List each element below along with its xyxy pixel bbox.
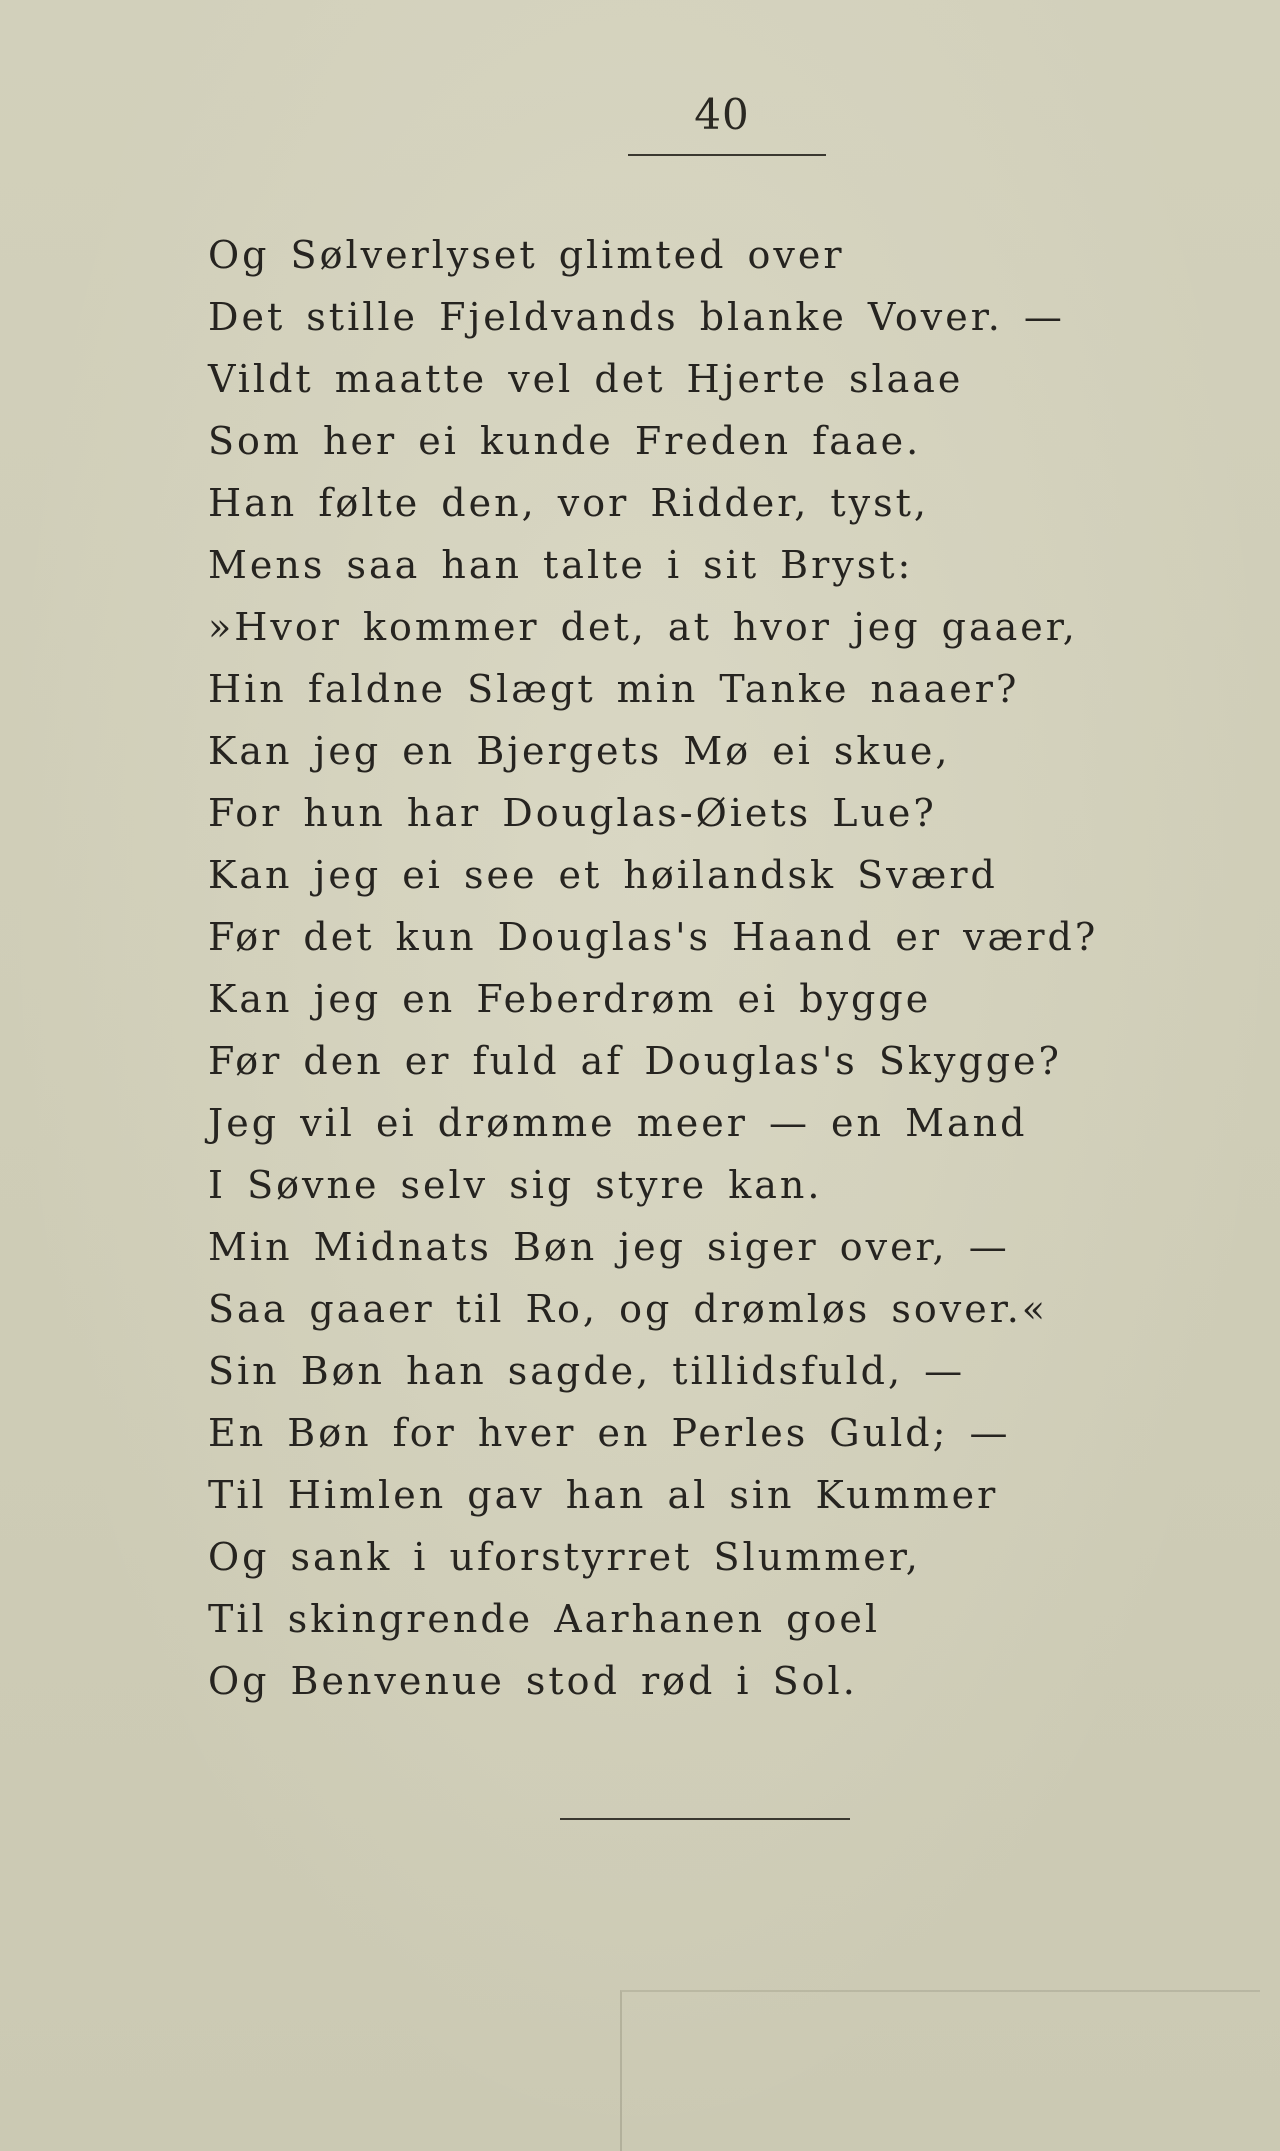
poem-line: Vildt maatte vel det Hjerte slaae — [208, 357, 964, 401]
poem-line: Hin faldne Slægt min Tanke naaer? — [208, 667, 1020, 711]
poem-line: Før den er fuld af Douglas's Skygge? — [208, 1039, 1062, 1083]
footer-rule — [560, 1818, 850, 1820]
poem-line: Kan jeg ei see et høilandsk Sværd — [208, 853, 998, 897]
poem-text — [208, 224, 1218, 1712]
poem-line: I Søvne selv sig styre kan. — [208, 1163, 823, 1207]
poem-line: Som her ei kunde Freden faae. — [208, 419, 922, 463]
poem-line: Før det kun Douglas's Haand er værd? — [208, 915, 1099, 959]
poem-line: En Bøn for hver en Perles Guld; — — [208, 1411, 1011, 1455]
poem-line: Kan jeg en Feberdrøm ei bygge — [208, 977, 932, 1021]
poem-line: »Hvor kommer det, at hvor jeg gaaer, — [208, 605, 1078, 649]
page-number: 40 — [694, 90, 750, 139]
scan-frame-edge — [620, 1990, 1260, 2151]
poem-line: Til skingrende Aarhanen goel — [208, 1597, 880, 1641]
poem-line: Til Himlen gav han al sin Kummer — [208, 1473, 999, 1517]
poem-line: Mens saa han talte i sit Bryst: — [208, 543, 914, 587]
poem-line: Kan jeg en Bjergets Mø ei skue, — [208, 729, 951, 773]
poem-line: Og sank i uforstyrret Slummer, — [208, 1535, 921, 1579]
poem-line: Det stille Fjeldvands blanke Vover. — — [208, 295, 1065, 339]
header-rule — [628, 154, 826, 156]
poem-line: Han følte den, vor Ridder, tyst, — [208, 481, 929, 525]
poem-line: Jeg vil ei drømme meer — en Mand — [208, 1101, 1028, 1145]
poem-line: Min Midnats Bøn jeg siger over, — — [208, 1225, 1010, 1269]
poem-line: Saa gaaer til Ro, og drømløs sover.« — [208, 1287, 1049, 1331]
poem-line: Og Sølverlyset glimted over — [208, 233, 845, 277]
poem-line: For hun har Douglas-Øiets Lue? — [208, 791, 937, 835]
poem-line: Og Benvenue stod rød i Sol. — [208, 1659, 858, 1703]
poem-line: Sin Bøn han sagde, tillidsfuld, — — [208, 1349, 966, 1393]
